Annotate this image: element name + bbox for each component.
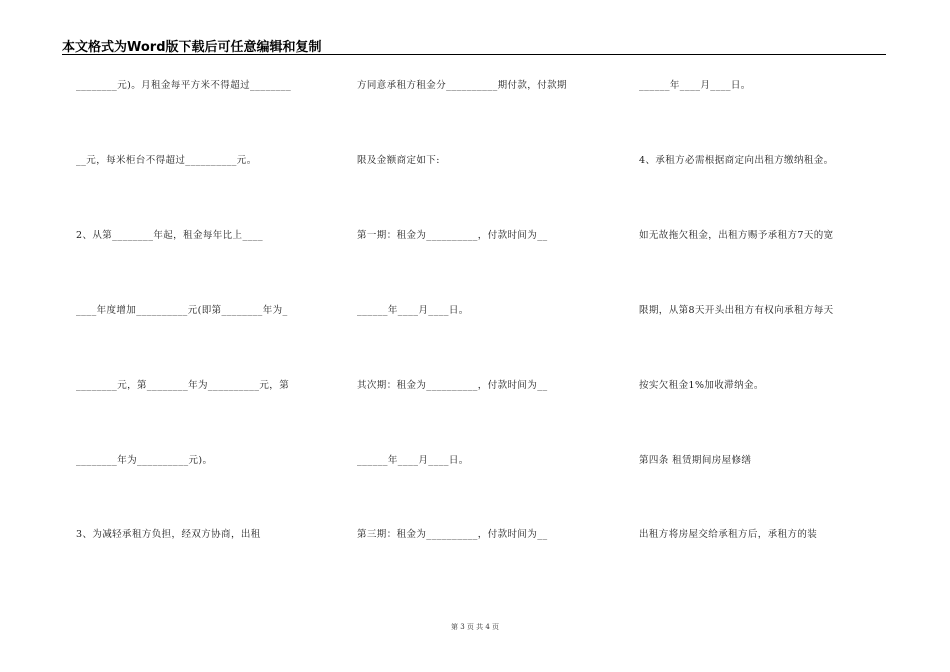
text-line: 其次期：租金为__________，付款时间为__ bbox=[357, 380, 548, 391]
text-line: 第一期：租金为__________，付款时间为__ bbox=[357, 230, 548, 241]
text-line: ______年____月____日。 bbox=[357, 305, 469, 316]
text-line: ____年度增加__________元(即第________年为_ bbox=[76, 305, 288, 316]
text-column-1 bbox=[76, 0, 326, 600]
text-line: 第三期：租金为__________，付款时间为__ bbox=[357, 529, 548, 540]
text-line: 第四条 租赁期间房屋修缮 bbox=[639, 455, 752, 466]
text-line: 2、从第________年起，租金每年比上____ bbox=[76, 230, 264, 241]
text-line: ________元)。月租金每平方米不得超过________ bbox=[76, 80, 292, 91]
text-line: 限期，从第8天开头出租方有权向承租方每天 bbox=[639, 305, 834, 316]
text-line: 方同意承租方租金分__________期付款，付款期 bbox=[357, 80, 567, 91]
page-number-footer: 第 3 页 共 4 页 bbox=[450, 623, 500, 631]
text-line: 4、承租方必需根据商定向出租方缴纳租金。 bbox=[639, 155, 834, 166]
text-line: ______年____月____日。 bbox=[357, 455, 469, 466]
text-line: 如无故拖欠租金，出租方赐予承租方7天的宽 bbox=[639, 230, 834, 241]
text-line: 按实欠租金1%加收滞纳金。 bbox=[639, 380, 764, 391]
text-line: ________元，第________年为__________元，第 bbox=[76, 380, 290, 391]
text-line: 出租方将房屋交给承租方后，承租方的装 bbox=[639, 529, 818, 540]
header-title: 本文格式为Word版下载后可任意编辑和复制 bbox=[62, 40, 322, 55]
text-line: ______年____月____日。 bbox=[639, 80, 751, 91]
text-line: __元，每米柜台不得超过__________元。 bbox=[76, 155, 257, 166]
text-column-3 bbox=[639, 0, 894, 600]
text-line: 3、为减轻承租方负担，经双方协商，出租 bbox=[76, 529, 261, 540]
text-column-2 bbox=[357, 0, 607, 600]
text-line: ________年为__________元)。 bbox=[76, 455, 213, 466]
text-line: 限及金额商定如下: bbox=[357, 155, 440, 166]
